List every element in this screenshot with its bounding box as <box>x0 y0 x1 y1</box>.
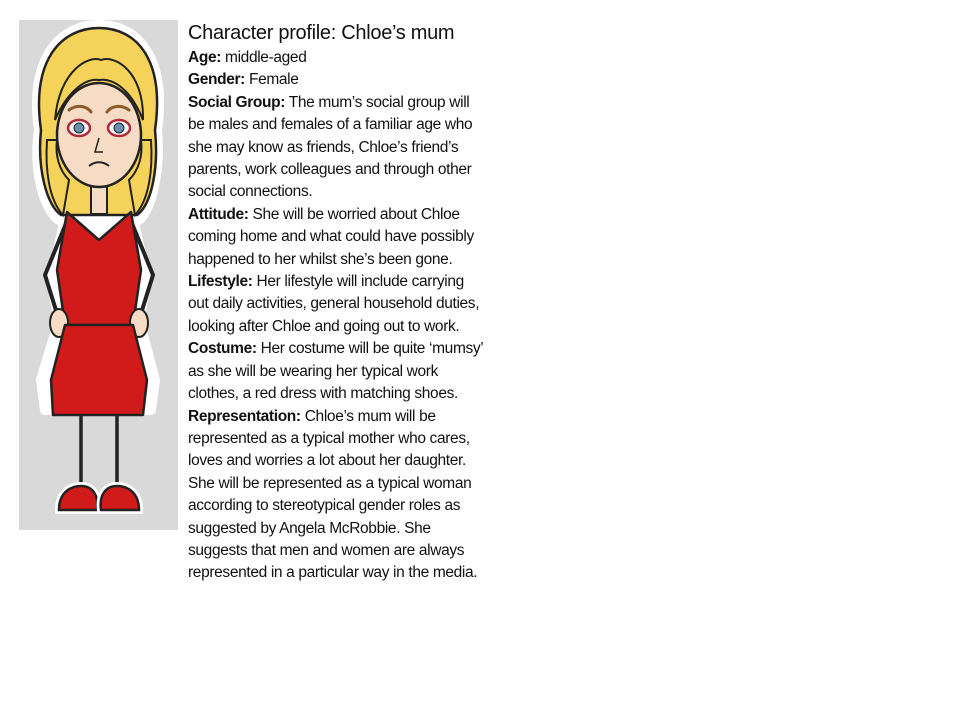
character-profile <box>188 20 488 585</box>
field-label: Lifestyle: <box>188 273 253 291</box>
profile-title: Character profile: Chloe’s mum <box>188 22 455 44</box>
field-label: Social Group: <box>188 93 286 111</box>
cartoon-woman-icon <box>19 20 178 530</box>
field-label: Gender: <box>188 71 245 89</box>
field-label: Age: <box>188 49 222 66</box>
field-label: Attitude: <box>188 205 249 223</box>
field-value: middle-aged <box>225 49 307 66</box>
field-value: Chloe’s mum will be represented as a typical mother who cares, loves and worries a lot about her daughter. She will be represented as a typical woman according to stereotypical gender roles as suggested by Angela McRobbie. She suggests that men and women are always represented in a particular way in the media. <box>188 407 478 582</box>
field-costume <box>188 338 488 405</box>
field-label: Representation: <box>188 407 301 425</box>
field-gender <box>188 69 488 91</box>
field-social-group <box>188 92 488 204</box>
character-illustration <box>19 20 178 530</box>
field-attitude <box>188 204 488 271</box>
field-value: Her lifestyle will include carrying out daily activities, general household duties, looking after Chloe and going out to work. <box>188 273 480 335</box>
field-representation <box>188 406 488 585</box>
field-value: Female <box>248 71 299 89</box>
field-age <box>188 47 488 69</box>
field-lifestyle <box>188 271 488 338</box>
field-value: She will be worried about Chloe coming home and what could have possibly happened to her whilst she’s been gone. <box>188 205 474 268</box>
field-value: Her costume will be quite ‘mumsy’ as she will be wearing her typical work clothes, a red dress with matching shoes. <box>188 340 483 403</box>
field-value: The mum’s social group will be males and females of a familiar age who she may know as friends, Chloe’s friend’s parents, work colleagues and through other social connections. <box>188 93 473 201</box>
field-label: Costume: <box>188 340 257 358</box>
